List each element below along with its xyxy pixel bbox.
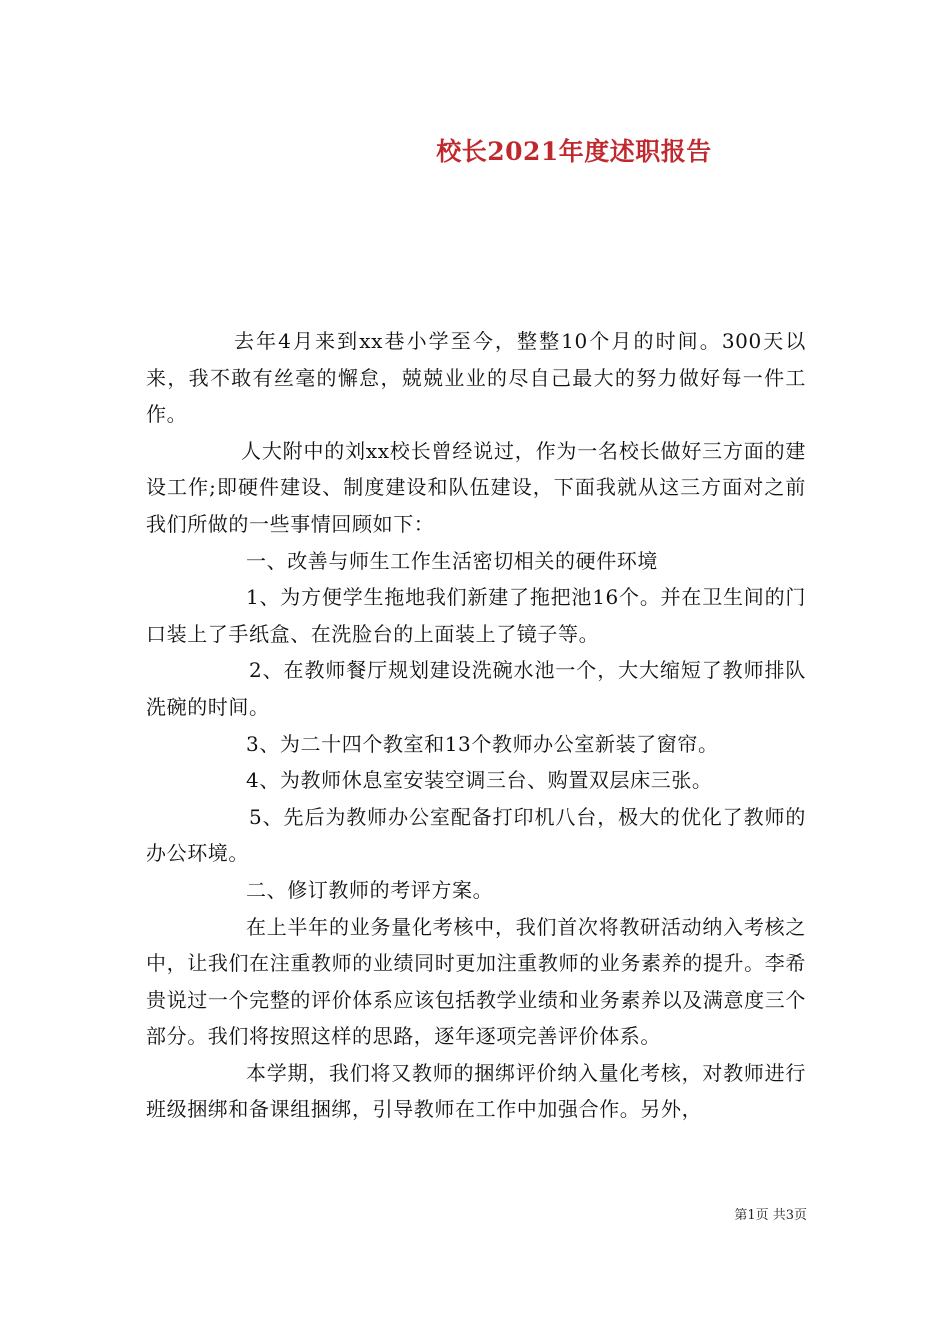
list-item-1: 1、为方便学生拖地我们新建了拖把池16个。并在卫生间的门口装上了手纸盒、在洗脸台的上面装上了镜子等。 — [146, 585, 806, 646]
section-heading-1: 一、改善与师生工作生活密切相关的硬件环境 — [246, 548, 658, 573]
list-item-5: 5、先后为教师办公室配备打印机八台，极大的优化了教师的办公环境。 — [146, 804, 806, 866]
document-title-text: 校长2021年度述职报告 — [436, 137, 712, 166]
document-title — [0, 132, 950, 168]
document-body — [146, 323, 806, 1128]
list-item-4: 4、为教师休息室安装空调三台、购置双层床三张。 — [246, 768, 713, 793]
paragraph-semester: 本学期，我们将又教师的捆绑评价纳入量化考核，对教师进行班级捆绑和备课组捆绑，引导教师在工作中加强合作。另外， — [146, 1060, 806, 1122]
paragraph-intro: 去年4月来到xx巷小学至今，整整10个月的时间。300天以来，我不敢有丝毫的懈怠，兢兢业业的尽自己最大的努力做好每一件工作。 — [146, 329, 806, 427]
list-item-3: 3、为二十四个教室和13个教师办公室新装了窗帘。 — [246, 731, 719, 756]
paragraph-overview: 人大附中的刘xx校长曾经说过，作为一名校长做好三方面的建设工作;即硬件建设、制度建设和队伍建设，下面我就从这三方面对之前我们所做的一些事情回顾如下： — [146, 438, 806, 536]
section-heading-2: 二、修订教师的考评方案。 — [246, 877, 494, 902]
paragraph-evaluation: 在上半年的业务量化考核中，我们首次将教研活动纳入考核之中，让我们在注重教师的业绩同时更加注重教师的业务素养的提升。李希贵说过一个完整的评价体系应该包括教学业绩和业务素养以及满意度三个部分。我们将按照这样的思路，逐年逐项完善评价体系。 — [146, 914, 806, 1049]
page-footer: 第1页 共3页 — [734, 1208, 807, 1223]
list-item-2: 2、在教师餐厅规划建设洗碗水池一个，大大缩短了教师排队洗碗的时间。 — [146, 658, 806, 719]
